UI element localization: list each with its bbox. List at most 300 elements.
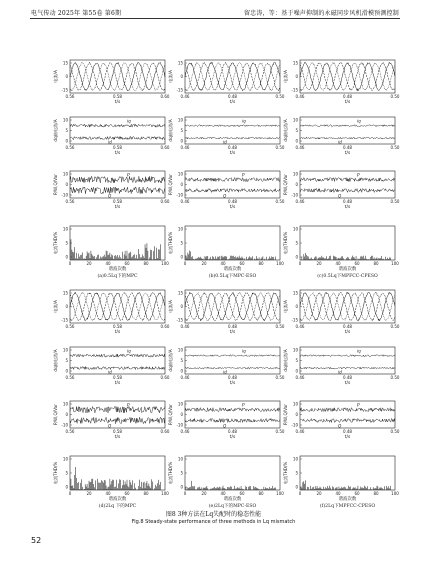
y-axis-label: 电流/A xyxy=(168,70,173,83)
signal-trace xyxy=(185,189,280,193)
y-tick-label: 10 xyxy=(292,401,298,407)
x-tick-label: 20 xyxy=(86,261,92,266)
subplot-pq xyxy=(70,171,165,198)
trace-label: iq xyxy=(242,348,246,354)
x-tick-label: 0.48 xyxy=(343,94,352,99)
trace-label: P xyxy=(357,402,360,408)
y-axis-label: dq轴电流/A xyxy=(168,119,173,142)
subplot-dq xyxy=(70,347,165,374)
x-axis-label: t/s xyxy=(229,100,236,105)
x-tick-label: 0.50 xyxy=(390,324,400,329)
x-tick-label: 100 xyxy=(391,261,399,266)
x-tick-label: 0 xyxy=(68,491,72,496)
x-tick-label: 60 xyxy=(124,261,130,266)
y-tick-label: 15 xyxy=(177,290,183,296)
y-tick-label: 0 xyxy=(65,368,68,374)
subplot-pq xyxy=(185,401,280,428)
y-tick-label: 10 xyxy=(62,456,68,462)
signal-trace xyxy=(300,408,395,412)
x-tick-label: 0.60 xyxy=(160,145,170,150)
x-axis-label: 谐波次数 xyxy=(223,497,242,502)
y-tick-label: 5 xyxy=(180,240,183,246)
x-tick-label: 0.48 xyxy=(228,145,237,150)
x-tick-label: 60 xyxy=(239,261,245,266)
subplot-dq xyxy=(300,117,395,144)
subplot-pq xyxy=(185,171,280,198)
y-tick-label: 10 xyxy=(62,401,68,407)
subplot-pq xyxy=(300,171,395,198)
x-tick-label: 0.48 xyxy=(228,429,237,434)
plot-frame xyxy=(70,456,165,490)
signal-trace xyxy=(300,367,395,369)
subplot-current xyxy=(185,60,280,93)
x-tick-label: 0.50 xyxy=(275,324,285,329)
x-tick-label: 0.46 xyxy=(295,199,305,204)
phase-current-line xyxy=(185,62,280,91)
y-tick-label: -10 xyxy=(61,422,68,428)
y-tick-label: -15 xyxy=(61,317,68,323)
x-tick-label: 0.48 xyxy=(228,94,237,99)
y-tick-label: 0 xyxy=(180,182,183,187)
plot-frame xyxy=(185,226,280,260)
y-tick-label: 15 xyxy=(292,290,298,296)
x-axis-label: t/s xyxy=(114,205,121,210)
y-axis-label: P/W,Q/Var xyxy=(168,404,173,425)
y-tick-label: -15 xyxy=(176,87,183,93)
y-tick-label: 10 xyxy=(177,171,183,177)
x-tick-label: 0.60 xyxy=(160,324,170,329)
x-tick-label: 0.46 xyxy=(180,94,190,99)
y-tick-label: -10 xyxy=(176,192,183,198)
x-tick-label: 0.48 xyxy=(228,324,237,329)
y-tick-label: 15 xyxy=(177,60,183,66)
x-tick-label: 0.50 xyxy=(390,145,400,150)
x-tick-label: 80 xyxy=(373,261,379,266)
x-axis-label: t/s xyxy=(229,435,236,440)
trace-label: Q xyxy=(338,423,342,429)
signal-trace xyxy=(70,124,165,127)
y-tick-label: 0 xyxy=(295,412,298,417)
y-axis-label: 电流/A xyxy=(168,300,173,313)
trace-label: P xyxy=(127,172,130,178)
y-axis-label: dq轴电流/A xyxy=(168,349,173,372)
y-tick-label: 5 xyxy=(295,470,298,476)
y-tick-label: 10 xyxy=(292,171,298,177)
signal-trace xyxy=(300,189,395,193)
x-tick-label: 0.50 xyxy=(390,375,400,380)
y-tick-label: 10 xyxy=(292,226,298,232)
x-tick-label: 100 xyxy=(161,491,169,496)
plot-frame xyxy=(70,117,165,144)
x-tick-label: 0.48 xyxy=(343,324,352,329)
panel-caption: (c)0.5Lq下MPFCC-CPESO xyxy=(317,274,378,279)
y-tick-label: 0 xyxy=(180,74,183,79)
subplot-thd xyxy=(70,226,165,260)
x-axis-label: t/s xyxy=(114,381,121,386)
x-tick-label: 0.56 xyxy=(65,375,75,380)
x-tick-label: 0.46 xyxy=(295,429,305,434)
y-axis-label: 电流THD/% xyxy=(168,461,173,485)
signal-trace xyxy=(185,125,280,127)
signal-trace xyxy=(185,367,280,369)
page-number: 52 xyxy=(31,536,42,545)
trace-label: Q xyxy=(108,423,112,429)
y-tick-label: 5 xyxy=(295,240,298,246)
x-tick-label: 0.56 xyxy=(65,145,75,150)
x-tick-label: 60 xyxy=(124,491,130,496)
x-tick-label: 20 xyxy=(86,491,92,496)
subplot-thd xyxy=(300,226,395,260)
plot-frame xyxy=(300,401,395,428)
x-tick-label: 0 xyxy=(183,261,187,266)
x-tick-label: 0 xyxy=(298,261,302,266)
x-tick-label: 0.48 xyxy=(343,429,352,434)
y-tick-label: 5 xyxy=(65,240,68,246)
x-tick-label: 0.58 xyxy=(113,429,122,434)
trace-label: Q xyxy=(223,423,227,429)
y-tick-label: 5 xyxy=(295,128,298,133)
trace-label: P xyxy=(127,402,130,408)
x-tick-label: 0.50 xyxy=(275,94,285,99)
plot-frame xyxy=(185,347,280,374)
signal-trace xyxy=(185,355,280,357)
x-tick-label: 0.48 xyxy=(228,375,237,380)
plot-frame xyxy=(185,456,280,490)
y-tick-label: 5 xyxy=(295,358,298,363)
x-tick-label: 0.46 xyxy=(295,375,305,380)
x-tick-label: 0.46 xyxy=(180,429,190,434)
y-tick-label: 0 xyxy=(295,182,298,187)
phase-current-line xyxy=(185,292,280,321)
x-tick-label: 60 xyxy=(239,491,245,496)
signal-trace xyxy=(70,354,165,357)
y-tick-label: 0 xyxy=(65,484,68,490)
y-axis-label: 电流THD/% xyxy=(53,461,58,485)
x-tick-label: 0.60 xyxy=(160,94,170,99)
x-tick-label: 0.50 xyxy=(275,429,285,434)
x-tick-label: 20 xyxy=(316,261,322,266)
subplot-dq xyxy=(185,347,280,374)
y-tick-label: 10 xyxy=(62,171,68,177)
subplot-current xyxy=(185,290,280,323)
y-tick-label: 5 xyxy=(180,470,183,476)
x-axis-label: t/s xyxy=(114,435,121,440)
x-axis-label: t/s xyxy=(344,151,351,156)
x-tick-label: 0.50 xyxy=(275,375,285,380)
y-tick-label: 0 xyxy=(180,254,183,260)
signal-trace xyxy=(70,137,165,140)
x-axis-label: t/s xyxy=(344,205,351,210)
x-axis-label: t/s xyxy=(114,100,121,105)
y-axis-label: P/W,Q/Var xyxy=(283,404,288,425)
x-axis-label: t/s xyxy=(229,381,236,386)
x-tick-label: 0.56 xyxy=(65,429,75,434)
x-tick-label: 0 xyxy=(298,491,302,496)
x-tick-label: 0.50 xyxy=(390,94,400,99)
signal-trace xyxy=(70,367,165,370)
signal-trace xyxy=(185,137,280,139)
x-tick-label: 20 xyxy=(316,491,322,496)
phase-current-line xyxy=(70,292,165,320)
y-tick-label: 10 xyxy=(177,347,183,353)
y-tick-label: 5 xyxy=(180,128,183,133)
y-tick-label: 0 xyxy=(65,182,68,187)
x-tick-label: 0.58 xyxy=(113,94,122,99)
x-tick-label: 0.48 xyxy=(228,199,237,204)
x-tick-label: 0 xyxy=(68,261,72,266)
y-tick-label: 15 xyxy=(292,60,298,66)
subplot-current xyxy=(70,290,165,323)
plot-frame xyxy=(300,171,395,198)
y-tick-label: 0 xyxy=(180,304,183,309)
plot-frame xyxy=(300,117,395,144)
x-tick-label: 100 xyxy=(276,261,284,266)
y-tick-label: -15 xyxy=(61,87,68,93)
signal-trace xyxy=(70,187,165,194)
y-tick-label: 10 xyxy=(177,226,183,232)
y-tick-label: 0 xyxy=(180,412,183,417)
trace-label: id xyxy=(108,369,112,375)
y-tick-label: 15 xyxy=(62,290,68,296)
y-tick-label: 5 xyxy=(65,358,68,363)
subplot-current xyxy=(300,60,395,93)
x-tick-label: 40 xyxy=(335,261,341,266)
y-tick-label: 10 xyxy=(177,117,183,123)
x-tick-label: 0.56 xyxy=(65,324,75,329)
y-tick-label: 10 xyxy=(62,117,68,123)
subplot-current xyxy=(300,290,395,323)
x-axis-label: 谐波次数 xyxy=(108,497,127,502)
y-axis-label: 电流THD/% xyxy=(283,231,288,255)
x-tick-label: 80 xyxy=(373,491,379,496)
x-axis-label: t/s xyxy=(114,151,121,156)
y-axis-label: 电流/A xyxy=(53,70,58,83)
y-tick-label: 10 xyxy=(177,401,183,407)
trace-label: iq xyxy=(357,118,361,124)
x-axis-label: t/s xyxy=(344,381,351,386)
signal-trace xyxy=(185,419,280,423)
y-tick-label: 0 xyxy=(295,138,298,144)
plot-frame xyxy=(70,401,165,428)
signal-trace xyxy=(300,125,395,127)
y-tick-label: -10 xyxy=(291,422,298,428)
y-axis-label: 电流THD/% xyxy=(168,231,173,255)
y-axis-label: dq轴电流/A xyxy=(283,119,288,142)
x-tick-label: 0.50 xyxy=(275,145,285,150)
signal-trace xyxy=(70,417,165,424)
x-tick-label: 0.46 xyxy=(180,145,190,150)
y-tick-label: -10 xyxy=(176,422,183,428)
x-tick-label: 0.46 xyxy=(295,324,305,329)
plot-frame xyxy=(300,347,395,374)
subplot-dq xyxy=(300,347,395,374)
x-tick-label: 0.56 xyxy=(65,199,75,204)
panel-caption: (b)0.5Lq下MPC-ESO xyxy=(208,274,257,279)
signal-trace xyxy=(300,178,395,182)
subplot-pq xyxy=(300,401,395,428)
x-axis-label: 谐波次数 xyxy=(338,267,357,272)
x-tick-label: 20 xyxy=(201,261,207,266)
x-tick-label: 80 xyxy=(143,491,149,496)
y-tick-label: 10 xyxy=(292,347,298,353)
y-axis-label: dq轴电流/A xyxy=(53,349,58,372)
trace-label: iq xyxy=(242,118,246,124)
signal-trace xyxy=(185,178,280,182)
x-tick-label: 60 xyxy=(354,261,360,266)
trace-label: P xyxy=(242,402,245,408)
y-axis-label: dq轴电流/A xyxy=(283,349,288,372)
x-tick-label: 0.56 xyxy=(65,94,75,99)
y-tick-label: -15 xyxy=(291,317,298,323)
phase-current-line xyxy=(70,62,165,90)
y-tick-label: 10 xyxy=(177,456,183,462)
phase-current-line xyxy=(300,63,395,91)
x-tick-label: 0.60 xyxy=(160,375,170,380)
trace-label: Q xyxy=(223,193,227,199)
y-tick-label: 10 xyxy=(62,226,68,232)
x-tick-label: 0.46 xyxy=(180,199,190,204)
x-tick-label: 0.48 xyxy=(343,145,352,150)
subplot-thd xyxy=(185,456,280,490)
plot-frame xyxy=(185,171,280,198)
x-axis-label: 谐波次数 xyxy=(338,497,357,502)
x-tick-label: 0.50 xyxy=(275,199,285,204)
x-tick-label: 20 xyxy=(201,491,207,496)
y-tick-label: 0 xyxy=(295,254,298,260)
y-tick-label: 0 xyxy=(65,412,68,417)
running-header-right: 留忠涛，等：基于噪声抑制的永磁同步风机滑模预测控制 xyxy=(243,10,399,17)
phase-current-line xyxy=(70,62,165,91)
y-tick-label: 0 xyxy=(180,368,183,374)
figure-caption-en: Fig.8 Steady-state performance of three methods in Lq mismatch xyxy=(131,519,296,525)
plot-frame xyxy=(70,347,165,374)
trace-label: P xyxy=(357,172,360,178)
panel-caption: (e)2Lq下的MPC-ESO xyxy=(208,504,257,509)
x-tick-label: 80 xyxy=(258,261,264,266)
plot-frame xyxy=(300,226,395,260)
y-axis-label: P/W,Q/Var xyxy=(283,174,288,195)
subplot-current xyxy=(70,60,165,93)
x-tick-label: 100 xyxy=(276,491,284,496)
x-tick-label: 0.60 xyxy=(160,429,170,434)
signal-trace xyxy=(70,406,165,413)
subplot-thd xyxy=(185,226,280,260)
running-header-left: 电气传动 2025年 第55卷 第6期 xyxy=(31,10,122,17)
y-axis-label: 电流THD/% xyxy=(53,231,58,255)
y-axis-label: P/W,Q/Var xyxy=(53,174,58,195)
phase-current-line xyxy=(70,62,165,90)
x-tick-label: 40 xyxy=(220,491,226,496)
x-axis-label: t/s xyxy=(114,330,121,335)
signal-trace xyxy=(70,176,165,183)
x-tick-label: 0.50 xyxy=(390,429,400,434)
x-tick-label: 60 xyxy=(354,491,360,496)
y-tick-label: -15 xyxy=(176,317,183,323)
y-tick-label: 0 xyxy=(65,138,68,144)
x-tick-label: 40 xyxy=(335,491,341,496)
y-axis-label: dq轴电流/A xyxy=(53,119,58,142)
y-tick-label: 0 xyxy=(295,484,298,490)
x-tick-label: 80 xyxy=(143,261,149,266)
x-axis-label: t/s xyxy=(344,330,351,335)
y-axis-label: 电流THD/% xyxy=(283,461,288,485)
x-tick-label: 0.58 xyxy=(113,145,122,150)
plot-frame xyxy=(70,171,165,198)
x-tick-label: 0.58 xyxy=(113,199,122,204)
x-axis-label: t/s xyxy=(229,330,236,335)
y-tick-label: 10 xyxy=(292,456,298,462)
y-tick-label: 0 xyxy=(65,304,68,309)
y-tick-label: -10 xyxy=(291,192,298,198)
y-axis-label: P/W,Q/Var xyxy=(168,174,173,195)
y-tick-label: 0 xyxy=(65,254,68,260)
trace-label: Q xyxy=(108,193,112,199)
y-axis-label: 电流/A xyxy=(283,300,288,313)
y-tick-label: 0 xyxy=(295,368,298,374)
phase-current-line xyxy=(185,292,280,321)
x-tick-label: 0.58 xyxy=(113,375,122,380)
plot-frame xyxy=(185,401,280,428)
panel-caption: (a)0.5Lq下的MPC xyxy=(97,274,138,279)
x-tick-label: 0.46 xyxy=(180,324,190,329)
signal-trace xyxy=(300,355,395,357)
y-tick-label: -15 xyxy=(291,87,298,93)
x-tick-label: 0.50 xyxy=(390,199,400,204)
phase-current-line xyxy=(185,292,280,321)
y-tick-label: 15 xyxy=(62,60,68,66)
panel-caption: (f)2Lq下MPFCC-CPESO xyxy=(319,504,376,509)
x-tick-label: 100 xyxy=(161,261,169,266)
subplot-dq xyxy=(185,117,280,144)
x-axis-label: 谐波次数 xyxy=(223,267,242,272)
y-tick-label: 0 xyxy=(180,484,183,490)
x-tick-label: 40 xyxy=(105,491,111,496)
y-axis-label: P/W,Q/Var xyxy=(53,404,58,425)
y-tick-label: -10 xyxy=(61,192,68,198)
trace-label: iq xyxy=(357,348,361,354)
plot-frame xyxy=(300,456,395,490)
signal-trace xyxy=(300,137,395,139)
y-axis-label: 电流/A xyxy=(53,300,58,313)
x-tick-label: 0.46 xyxy=(295,94,305,99)
trace-label: P xyxy=(242,172,245,178)
x-axis-label: t/s xyxy=(229,205,236,210)
x-tick-label: 0.58 xyxy=(113,324,122,329)
y-tick-label: 0 xyxy=(180,138,183,144)
x-axis-label: t/s xyxy=(229,151,236,156)
y-tick-label: 5 xyxy=(65,470,68,476)
y-tick-label: 10 xyxy=(62,347,68,353)
panel-caption: (d)2Lq 下的MPC xyxy=(98,504,137,509)
trace-label: Q xyxy=(338,193,342,199)
subplot-pq xyxy=(70,401,165,428)
signal-trace xyxy=(300,419,395,423)
x-tick-label: 40 xyxy=(220,261,226,266)
x-axis-label: 谐波次数 xyxy=(108,267,127,272)
trace-label: iq xyxy=(127,348,131,354)
y-tick-label: 5 xyxy=(65,128,68,133)
y-tick-label: 0 xyxy=(65,74,68,79)
x-tick-label: 80 xyxy=(258,491,264,496)
y-tick-label: 0 xyxy=(295,304,298,309)
x-axis-label: t/s xyxy=(344,100,351,105)
x-tick-label: 0.48 xyxy=(343,375,352,380)
y-axis-label: 电流/A xyxy=(283,70,288,83)
figure-caption-cn: 图8 3种方法在Lq失配时的稳态性能 xyxy=(165,511,262,518)
subplot-thd xyxy=(300,456,395,490)
trace-label: id xyxy=(223,139,227,145)
signal-trace xyxy=(185,408,280,412)
